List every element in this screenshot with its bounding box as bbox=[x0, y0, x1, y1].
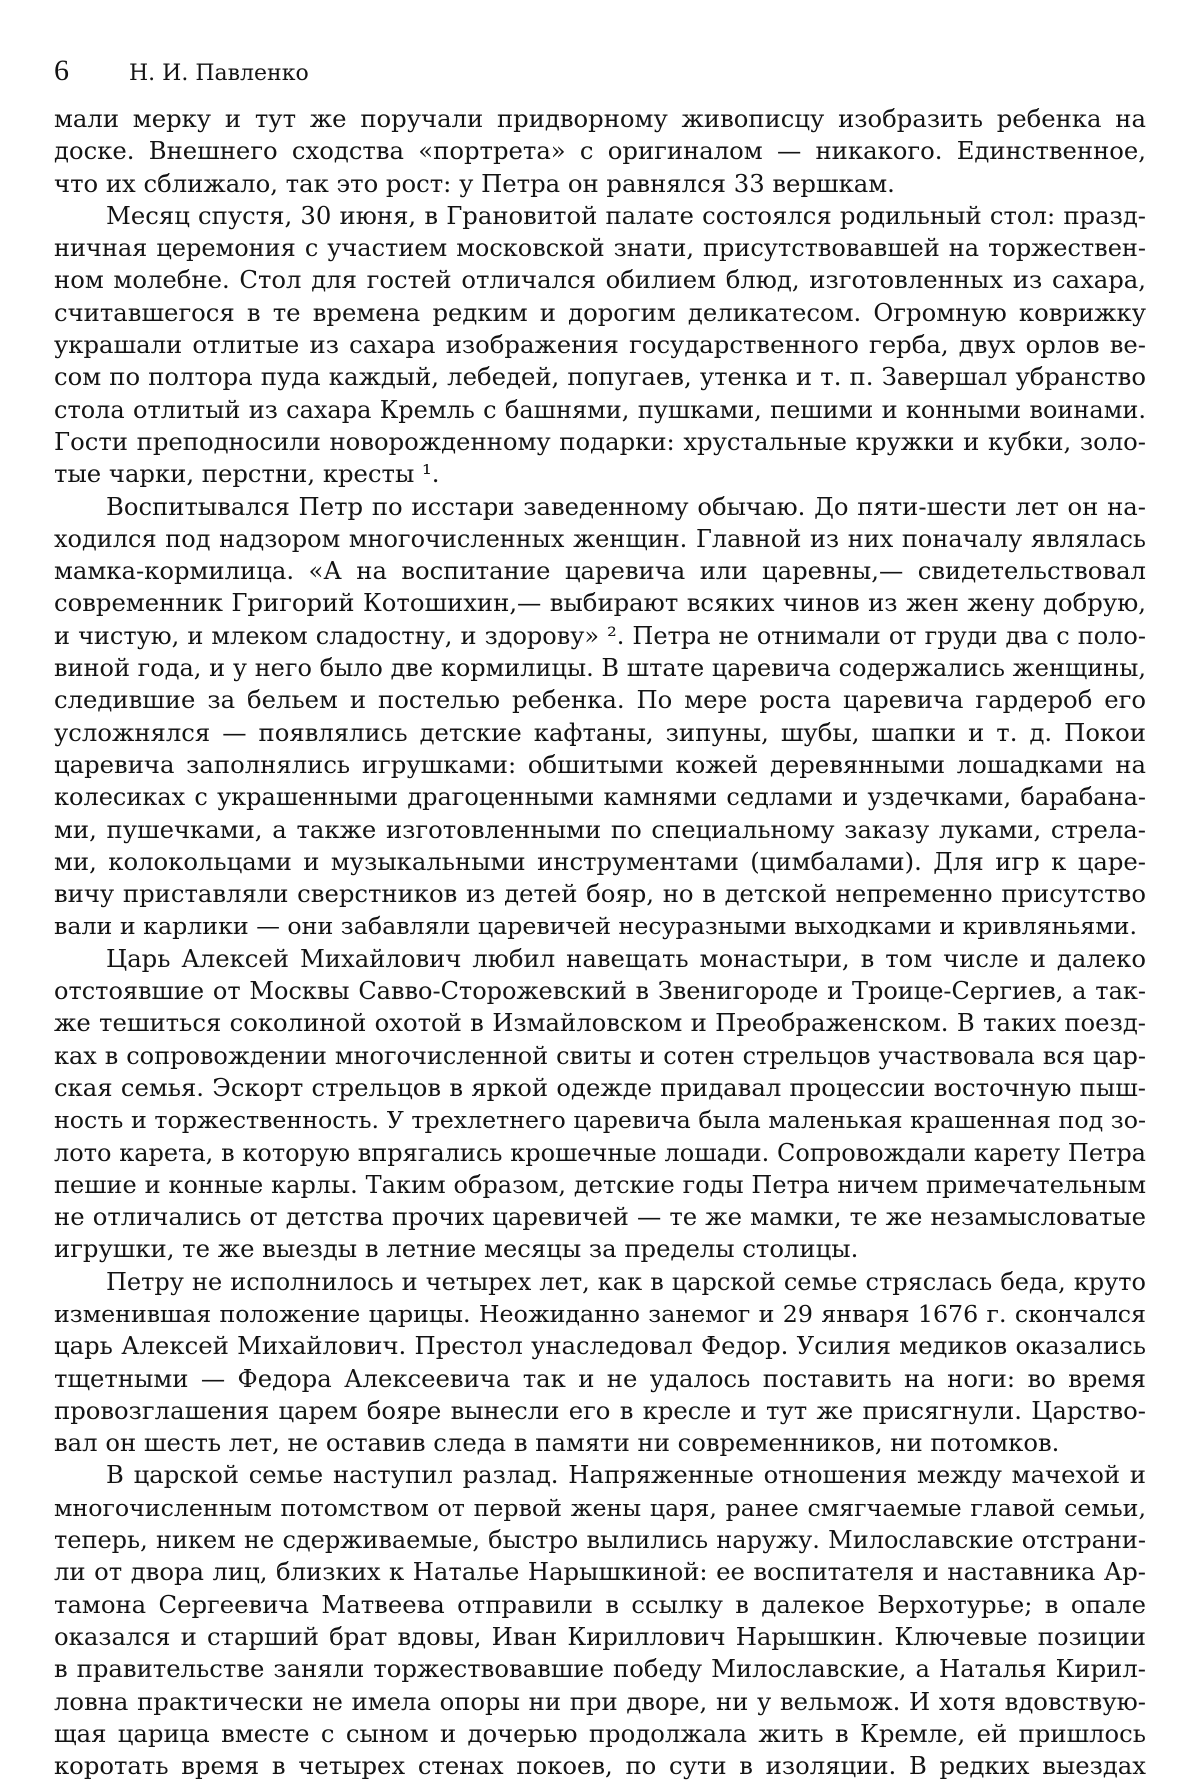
text-line: Месяц спустя, 30 июня, в Грановитой палате состоялся родильный стол: празд- bbox=[106, 200, 1146, 230]
text-line: тщетными — Федора Алексеевича так и не удалось поставить на ноги: во время bbox=[54, 1363, 1146, 1393]
text-line: вал он шесть лет, не оставив следа в памяти ни современников, ни потомков. bbox=[54, 1428, 1060, 1458]
text-line: оказался и старший брат вдовы, Иван Кириллович Нарышкин. Ключевые позиции bbox=[54, 1621, 1146, 1651]
text-line: ми, колокольцами и музыкальными инструментами (цимбалами). Для игр к царе- bbox=[54, 846, 1146, 876]
text-line: Гости преподносили новорожденному подарки: хрустальные кружки и кубки, золо- bbox=[54, 426, 1146, 456]
text-line: что их сближало, так это рост: у Петра он равнялся 33 вершкам. bbox=[54, 168, 895, 198]
text-line: ничная церемония с участием московской знати, присутствовавшей на торжествен- bbox=[54, 234, 1146, 263]
text-line: лото карета, в которую впрягались крошечные лошади. Сопровождали карету Петра bbox=[54, 1138, 1146, 1167]
text-line: царь Алексей Михайлович. Престол унаследовал Федор. Усилия медиков оказались bbox=[54, 1331, 1146, 1361]
running-head-author: Н. И. Павленко bbox=[129, 61, 309, 86]
text-line: ли от двора лиц, близких к Наталье Нарышкиной: ее воспитателя и наставника Ар- bbox=[54, 1557, 1146, 1587]
text-line: ках в сопровождении многочисленной свиты и сотен стрельцов участвовала вся цар- bbox=[54, 1041, 1146, 1070]
text-line: теперь, никем не сдерживаемые, быстро вылились наружу. Милославские отстрани- bbox=[54, 1526, 1146, 1555]
text-line: изменившая положение царицы. Неожиданно занемог и 29 января 1676 г. скончался bbox=[54, 1299, 1146, 1328]
text-line: В царской семье наступил разлад. Напряженные отношения между мачехой и bbox=[106, 1460, 1146, 1490]
text-line: ность и торжественность. У трехлетнего царевича была маленькая крашенная под зо- bbox=[54, 1106, 1146, 1135]
text-line: Петру не исполнилось и четырех лет, как в царской семье стряслась беда, круто bbox=[106, 1267, 1146, 1296]
text-line: доске. Внешнего сходства «портрета» с оригиналом — никакого. Единственное, bbox=[54, 136, 1146, 166]
text-line: мали мерку и тут же поручали придворному живописцу изобразить ребенка на bbox=[54, 104, 1146, 133]
body-text bbox=[54, 103, 1146, 1782]
text-line: ская семья. Эскорт стрельцов в яркой одежде придавал процессии восточную пыш- bbox=[54, 1072, 1146, 1102]
text-line: многочисленным потомством от первой жены царя, ранее смягчаемые главой семьи, bbox=[54, 1493, 1146, 1522]
text-line: Воспитывался Петр по исстари заведенному обычаю. До пяти-шести лет он на- bbox=[106, 491, 1146, 521]
text-line: же тешиться соколиной охотой в Измайловском и Преображенском. В таких поезд- bbox=[54, 1008, 1146, 1038]
text-line: отстоявшие от Москвы Савво-Сторожевский в Звенигороде и Троице-Сергиев, а так- bbox=[54, 977, 1146, 1006]
text-line: современник Григорий Котошихин,— выбирают всяких чинов из жен жену добрую, bbox=[54, 588, 1146, 618]
text-line: виной года, и у него было две кормилицы. В штате царевича содержались женщины, bbox=[54, 654, 1146, 683]
text-line: в правительстве заняли торжествовавшие победу Милославские, а Наталья Кирил- bbox=[54, 1654, 1146, 1684]
text-line: украшали отлитые из сахара изображения государственного герба, двух орлов ве- bbox=[54, 330, 1146, 360]
text-line: ловна практически не имела опоры ни при дворе, ни у вельмож. И хотя вдовствую- bbox=[54, 1686, 1146, 1716]
text-line: царевича заполнялись игрушками: обшитыми кожей деревянными лошадками на bbox=[54, 749, 1146, 779]
text-line: щая царица вместе с сыном и дочерью продолжала жить в Кремле, ей пришлось bbox=[54, 1718, 1146, 1748]
text-line: мамка-кормилица. «А на воспитание царевича или царевны,— свидетельствовал bbox=[54, 556, 1146, 586]
text-line: ном молебне. Стол для гостей отличался обилием блюд, изготовленных из сахара, bbox=[54, 265, 1146, 295]
text-line: усложнялся — появлялись детские кафтаны, зипуны, шубы, шапки и т. д. Покои bbox=[54, 717, 1146, 747]
text-line: сом по полтора пуда каждый, лебедей, попугаев, утенка и т. п. Завершал убранство bbox=[54, 362, 1146, 392]
text-line: вичу приставляли сверстников из детей бояр, но в детской непременно присутство bbox=[54, 879, 1146, 909]
page-number: 6 bbox=[54, 54, 69, 87]
text-line: ходился под надзором многочисленных женщин. Главной из них поначалу являлась bbox=[54, 524, 1146, 553]
text-line: тые чарки, перстни, кресты ¹. bbox=[54, 459, 440, 489]
text-line: вали и карлики — они забавляли царевичей несуразными выходками и кривляньями. bbox=[54, 912, 1137, 941]
text-line: игрушки, те же выезды в летние месяцы за пределы столицы. bbox=[54, 1234, 859, 1264]
text-line: стола отлитый из сахара Кремль с башнями, пушками, пешими и конными воинами. bbox=[54, 395, 1146, 424]
running-head bbox=[54, 56, 309, 96]
text-line: Царь Алексей Михайлович любил навещать монастыри, в том числе и далеко bbox=[106, 943, 1146, 973]
text-line: следившие за бельем и постелью ребенка. По мере роста царевича гардероб его bbox=[54, 685, 1146, 715]
text-line: и чистую, и млеком сладостну, и здорову» ². Петра не отнимали от груди два с поло- bbox=[54, 621, 1146, 650]
text-line: коротать время в четырех стенах покоев, по сути в изоляции. В редких выездах bbox=[54, 1751, 1146, 1781]
text-line: ми, пушечками, а также изготовленными по специальному заказу луками, стрела- bbox=[54, 814, 1146, 844]
text-line: провозглашения царем бояре вынесли его в кресле и тут же присягнули. Царство- bbox=[54, 1395, 1146, 1425]
text-line: пешие и конные карлы. Таким образом, детские годы Петра ничем примечательным bbox=[54, 1170, 1146, 1199]
text-line: считавшегося в те времена редким и дорогим деликатесом. Огромную коврижку bbox=[54, 297, 1146, 327]
text-line: тамона Сергеевича Матвеева отправили в ссылку в далекое Верхотурье; в опале bbox=[54, 1589, 1146, 1619]
text-line: не отличались от детства прочих царевичей — те же мамки, те же незамысловатые bbox=[54, 1202, 1146, 1232]
text-line: колесиках с украшенными драгоценными камнями седлами и уздечками, барабана- bbox=[54, 783, 1146, 812]
